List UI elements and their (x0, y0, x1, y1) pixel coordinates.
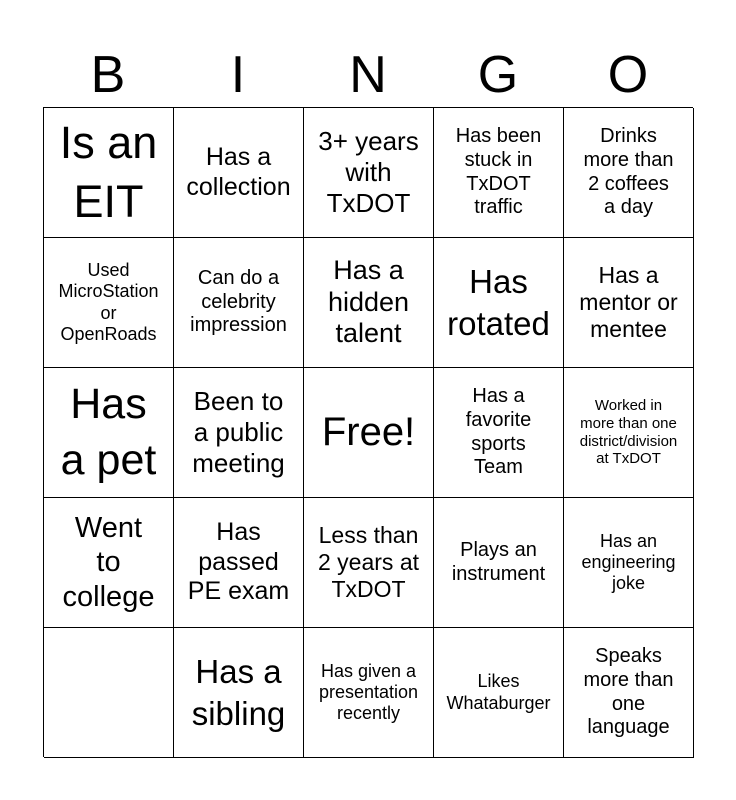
bingo-board (43, 107, 693, 757)
bingo-cell[interactable]: Worked in more than one district/division at TxDOT (564, 368, 694, 498)
bingo-cell[interactable]: Has an engineering joke (564, 498, 694, 628)
header-letter-o: O (607, 46, 649, 104)
bingo-cell[interactable]: Can do a celebrity impression (174, 238, 304, 368)
bingo-cell[interactable]: Used MicroStation or OpenRoads (44, 238, 174, 368)
bingo-cell[interactable]: Has been stuck in TxDOT traffic (434, 108, 564, 238)
header-letter-g: G (477, 46, 519, 104)
bingo-cell[interactable]: Has a sibling (174, 628, 304, 758)
bingo-cell[interactable]: Less than 2 years at TxDOT (304, 498, 434, 628)
free-space-cell[interactable]: Free! (304, 368, 434, 498)
bingo-cell[interactable]: Went to college (44, 498, 174, 628)
header-letter-n: N (349, 46, 387, 104)
bingo-cell[interactable]: Has passed PE exam (174, 498, 304, 628)
header-letter-i: I (230, 46, 246, 104)
bingo-cell[interactable]: Has a hidden talent (304, 238, 434, 368)
bingo-cell[interactable]: 3+ years with TxDOT (304, 108, 434, 238)
bingo-cell[interactable]: Drinks more than 2 coffees a day (564, 108, 694, 238)
bingo-cell[interactable]: Plays an instrument (434, 498, 564, 628)
bingo-header (43, 42, 693, 108)
bingo-cell[interactable]: Has a mentor or mentee (564, 238, 694, 368)
bingo-cell[interactable]: Been to a public meeting (174, 368, 304, 498)
bingo-cell[interactable]: Is an EIT (44, 108, 174, 238)
bingo-cell[interactable]: Has given a presentation recently (304, 628, 434, 758)
bingo-cell[interactable]: Has a collection (174, 108, 304, 238)
bingo-cell[interactable]: Has a favorite sports Team (434, 368, 564, 498)
bingo-cell-empty[interactable] (44, 628, 174, 758)
bingo-cell[interactable]: Has rotated (434, 238, 564, 368)
bingo-cell[interactable]: Likes Whataburger (434, 628, 564, 758)
bingo-cell[interactable]: Has a pet (44, 368, 174, 498)
header-letter-b: B (90, 46, 126, 104)
bingo-cell[interactable]: Speaks more than one language (564, 628, 694, 758)
